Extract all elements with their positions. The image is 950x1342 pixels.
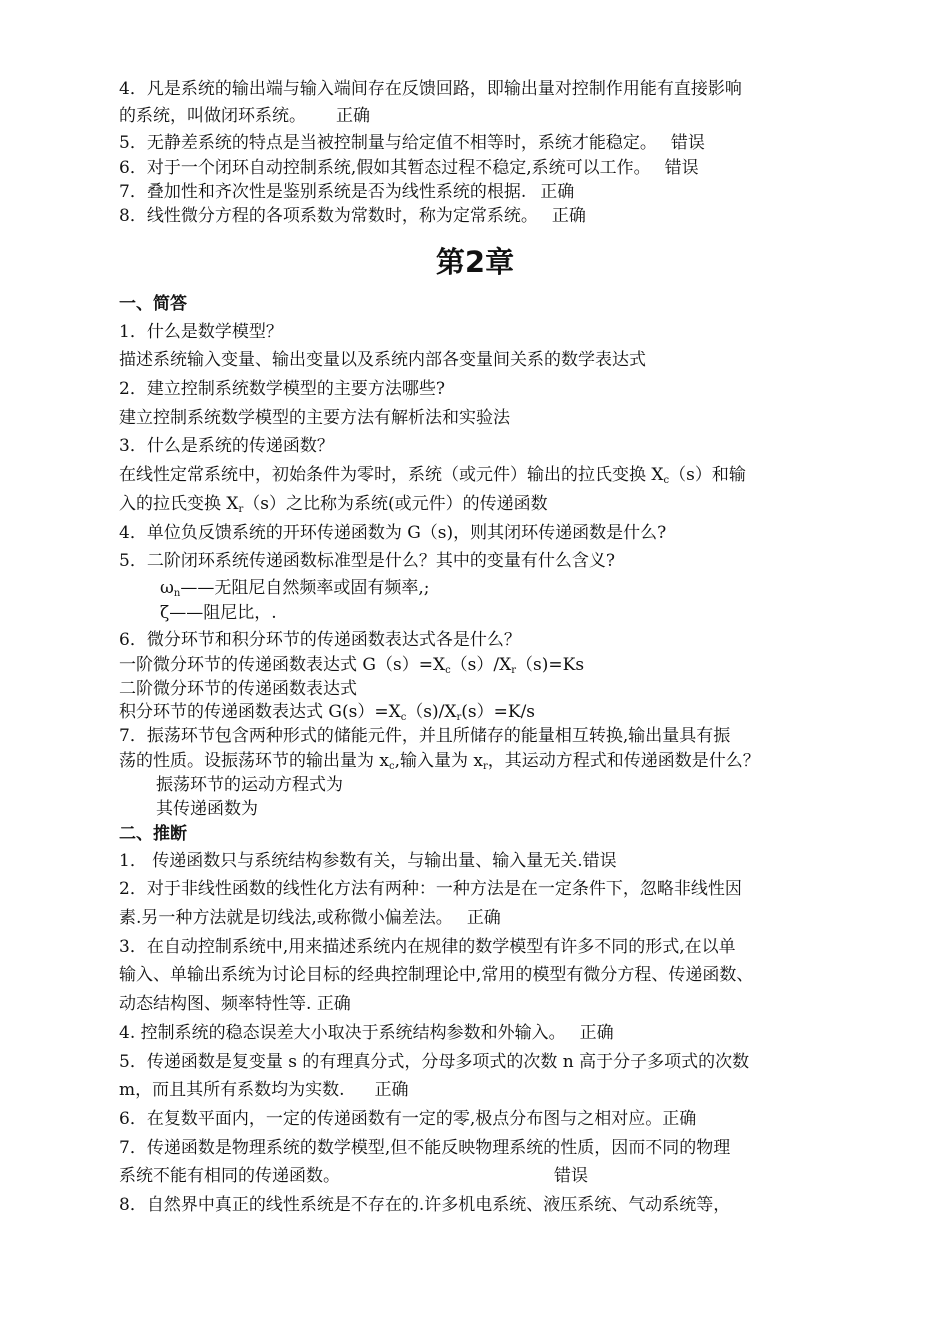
item-4-text: 4．凡是系统的输出端与输入端间存在反馈回路，即输出量对控制作用能有直接影响 [119, 79, 742, 99]
item-6 [119, 156, 839, 180]
answer-5-zeta: ζ——阻尼比，. [160, 603, 277, 623]
item-8-text: 8．线性微分方程的各项系数为常数时，称为定常系统。 [119, 206, 538, 226]
judge-2-line2: 素.另一种方法就是切线法,或称微小偏差法。 正确 [119, 908, 501, 928]
judge-6: 6．在复数平面内，一定的传递函数有一定的零,极点分布图与之相对应。正确 [119, 1109, 697, 1129]
answer-6-line1: 一阶微分环节的传递函数表达式 $G(s)=X_c(s)/X_r(s)=Ks$ [119, 655, 585, 676]
question-7-line1: 7．振荡环节包含两种形式的储能元件，并且所储存的能量相互转换,输出量具有振 [119, 726, 731, 746]
answer-3-line2: 入的拉氏变换 $X_r(s)$之比称为系统(或元件）的传递函数 [119, 494, 548, 515]
judge-7-answer: 错误 [554, 1166, 588, 1186]
item-7-text: 7．叠加性和齐次性是鉴别系统是否为线性系统的根据. [119, 182, 527, 202]
judge-3-answer: 正确 [316, 994, 351, 1014]
judge-3-line1: 3．在自动控制系统中,用来描述系统内在规律的数学模型有许多不同的形式,在以单 [119, 937, 736, 957]
judge-6-answer: 正确 [662, 1109, 697, 1129]
item-7-answer: 正确 [540, 182, 575, 202]
answer-1: 描述系统输入变量、输出变量以及系统内部各变量间关系的数学表达式 [119, 350, 646, 370]
chapter-title: 第2章 [435, 245, 515, 279]
judge-4: 4. 控制系统的稳态误差大小取决于系统结构参数和外输入。 正确 [119, 1023, 614, 1043]
judge-8-line1: 8．自然界中真正的线性系统是不存在的.许多机电系统、液压系统、气动系统等， [119, 1195, 731, 1215]
question-6: 6．微分环节和积分环节的传递函数表达式各是什么？ [119, 630, 521, 650]
section-1-title: 一、简答 [119, 294, 187, 314]
question-1: 1．什么是数学模型？ [119, 322, 283, 342]
item-4-answer: 正确 [336, 106, 370, 126]
answer-2: 建立控制系统数学模型的主要方法有解析法和实验法 [119, 408, 510, 428]
answer-7-transfer: 其传递函数为 [156, 799, 258, 819]
item-7 [119, 180, 839, 204]
question-5: 5．二阶闭环系统传递函数标准型是什么？其中的变量有什么含义? [119, 551, 615, 571]
question-7-line2: 荡的性质。设振荡环节的输出量为 $x_c$,输入量为 $x_r$，其运动方程式和传递函数是什么？ [119, 751, 760, 772]
judge-3-line2: 输入、单输出系统为讨论目标的经典控制理论中,常用的模型有微分方程、传递函数、 [119, 965, 754, 985]
item-4-text-cont: 的系统，叫做闭环系统。 [119, 106, 306, 126]
question-3: 3．什么是系统的传递函数？ [119, 436, 334, 456]
judge-5-line2: m，而且其所有系数均为实数. 正确 [119, 1080, 409, 1100]
judge-7-line2: 系统不能有相同的传递函数。 错误 [119, 1166, 588, 1186]
judge-4-answer: 正确 [579, 1023, 614, 1043]
item-5-text: 5．无静差系统的特点是当被控制量与给定值不相等时，系统才能稳定。 [119, 133, 657, 153]
judge-2-answer: 正确 [466, 908, 501, 928]
item-6-text: 6．对于一个闭环自动控制系统,假如其暂态过程不稳定,系统可以工作。 [119, 158, 651, 178]
answer-5-omega: $\omega_n——$无阻尼自然频率或固有频率,; [160, 578, 430, 599]
judge-3-line3: 动态结构图、频率特性等. 正确 [119, 994, 351, 1014]
judge-1-answer: 错误 [582, 851, 617, 871]
judge-5-line1: 5．传递函数是复变量 s 的有理真分式，分母多项式的次数 n 高于分子多项式的次数 [119, 1052, 750, 1072]
judge-5-answer: 正确 [374, 1080, 409, 1100]
judge-7-line1: 7．传递函数是物理系统的数学模型,但不能反映物理系统的性质，因而不同的物理 [119, 1138, 731, 1158]
question-4: 4．单位负反馈系统的开环传递函数为 G（s)，则其闭环传递函数是什么? [119, 523, 667, 543]
judge-1: 1． 传递函数只与系统结构参数有关，与输出量、输入量无关.错误 [119, 851, 617, 871]
item-8-answer: 正确 [551, 206, 586, 226]
question-2: 2．建立控制系统数学模型的主要方法哪些? [119, 379, 445, 399]
item-5 [119, 131, 839, 155]
answer-7-equation: 振荡环节的运动方程式为 [156, 775, 343, 795]
item-6-answer: 错误 [664, 158, 699, 178]
answer-6-line3: 积分环节的传递函数表达式 $G(s)=X_c(s)/X_r(s)=K/s$ [119, 702, 536, 723]
section-2-title: 二、推断 [119, 824, 187, 844]
item-4-line2 [119, 104, 839, 128]
item-5-answer: 错误 [670, 133, 705, 153]
item-8 [119, 204, 839, 228]
answer-6-line2: 二阶微分环节的传递函数表达式 [119, 679, 357, 699]
judge-2-line1: 2．对于非线性函数的线性化方法有两种：一种方法是在一定条件下，忽略非线性因 [119, 879, 742, 899]
answer-3-line1: 在线性定常系统中，初始条件为零时，系统（或元件）输出的拉氏变换 $X_c(s)$和输 [119, 465, 746, 486]
item-4-line1 [119, 77, 839, 101]
